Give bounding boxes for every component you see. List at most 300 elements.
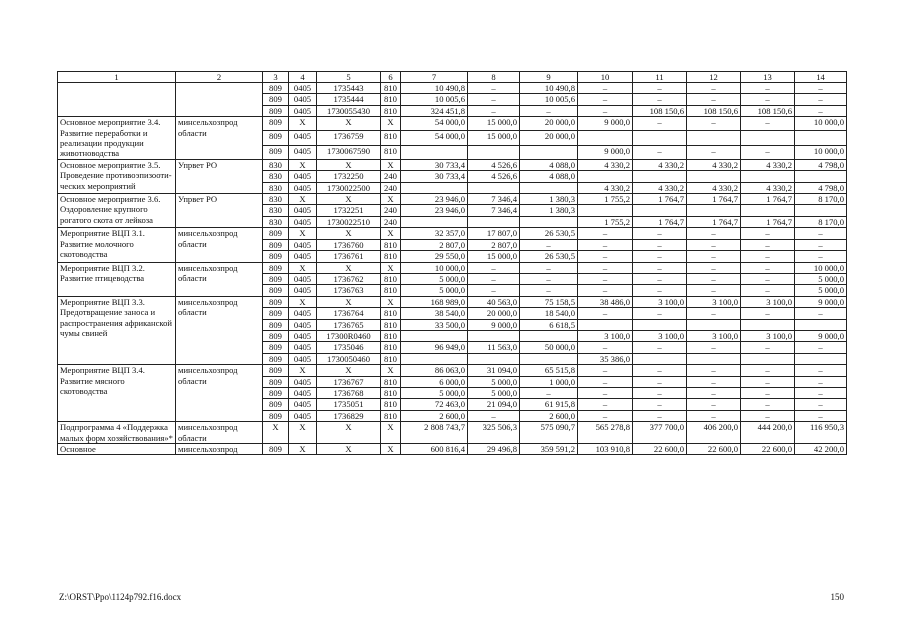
- cell-col-10: –: [578, 83, 633, 94]
- cell-col-9: 26 530,5: [520, 251, 578, 262]
- cell-col-10: –: [578, 228, 633, 239]
- cell-col-13: 3 100,0: [741, 296, 795, 307]
- cell-col-5: 1732251: [317, 205, 381, 216]
- cell-col-11: –: [633, 376, 687, 387]
- cell-col-11: 1 764,7: [633, 216, 687, 227]
- cell-col-7: 86 063,0: [401, 365, 468, 376]
- cell-col-3: 809: [263, 365, 289, 376]
- cell-col-7: 72 463,0: [401, 399, 468, 410]
- cell-col-6: X: [381, 228, 401, 239]
- cell-col-3: 809: [263, 239, 289, 250]
- cell-col-13: [741, 319, 795, 330]
- cell-col-7: 324 451,8: [401, 105, 468, 116]
- cell-col-13: –: [741, 83, 795, 94]
- cell-col-12: 1 764,7: [687, 216, 741, 227]
- executor-name: минсельхозпрод области: [176, 296, 263, 364]
- cell-col-14: –: [795, 105, 847, 116]
- cell-col-11: –: [633, 262, 687, 273]
- cell-col-10: 9 000,0: [578, 117, 633, 131]
- cell-col-13: –: [741, 145, 795, 159]
- cell-col-13: 4 330,2: [741, 182, 795, 193]
- cell-col-5: 1735444: [317, 94, 381, 105]
- cell-col-3: 809: [263, 342, 289, 353]
- cell-col-8: [468, 145, 520, 159]
- cell-col-13: 444 200,0: [741, 422, 795, 444]
- cell-col-11: [633, 171, 687, 182]
- cell-col-10: –: [578, 376, 633, 387]
- cell-col-5: 17300R0460: [317, 330, 381, 341]
- cell-col-6: 240: [381, 171, 401, 182]
- column-header-4: 4: [289, 72, 317, 83]
- cell-col-5: 1735443: [317, 83, 381, 94]
- cell-col-11: –: [633, 308, 687, 319]
- activity-name: Мероприятие ВЦП 3.2. Развитие птицеводства: [58, 262, 176, 296]
- cell-col-7: 32 357,0: [401, 228, 468, 239]
- cell-col-4: 0405: [289, 239, 317, 250]
- cell-col-14: 10 000,0: [795, 262, 847, 273]
- cell-col-6: 810: [381, 94, 401, 105]
- cell-col-9: 75 158,5: [520, 296, 578, 307]
- table-row: [58, 262, 847, 273]
- column-header-8: 8: [468, 72, 520, 83]
- cell-col-11: –: [633, 365, 687, 376]
- cell-col-9: 10 005,6: [520, 94, 578, 105]
- cell-col-8: [468, 330, 520, 341]
- cell-col-10: 1 755,2: [578, 194, 633, 205]
- cell-col-10: –: [578, 285, 633, 296]
- cell-col-7: 23 946,0: [401, 194, 468, 205]
- table-row: [58, 159, 847, 170]
- table-row: [58, 365, 847, 376]
- column-header-11: 11: [633, 72, 687, 83]
- activity-name: Основное мероприятие 3.4. Развитие переработки и реализации продукции животноводства: [58, 117, 176, 160]
- cell-col-5: 1730022500: [317, 182, 381, 193]
- cell-col-9: 61 915,8: [520, 399, 578, 410]
- cell-col-14: [795, 205, 847, 216]
- cell-col-9: 26 530,5: [520, 228, 578, 239]
- cell-col-7: 2 808 743,7: [401, 422, 468, 444]
- cell-col-4: 0405: [289, 171, 317, 182]
- cell-col-4: 0405: [289, 251, 317, 262]
- cell-col-6: 810: [381, 105, 401, 116]
- cell-col-7: 10 490,8: [401, 83, 468, 94]
- cell-col-4: 0405: [289, 83, 317, 94]
- cell-col-6: 810: [381, 342, 401, 353]
- cell-col-10: –: [578, 410, 633, 421]
- cell-col-12: –: [687, 83, 741, 94]
- cell-col-13: –: [741, 262, 795, 273]
- cell-col-3: 830: [263, 205, 289, 216]
- column-header-3: 3: [263, 72, 289, 83]
- cell-col-4: X: [289, 365, 317, 376]
- cell-col-4: 0405: [289, 182, 317, 193]
- cell-col-10: 1 755,2: [578, 216, 633, 227]
- cell-col-12: –: [687, 410, 741, 421]
- cell-col-8: 21 094,0: [468, 399, 520, 410]
- cell-col-12: 4 330,2: [687, 182, 741, 193]
- cell-col-7: 2 807,0: [401, 239, 468, 250]
- cell-col-12: –: [687, 308, 741, 319]
- cell-col-6: 240: [381, 216, 401, 227]
- column-header-1: 1: [58, 72, 176, 83]
- cell-col-14: 10 000,0: [795, 117, 847, 131]
- cell-col-6: 810: [381, 330, 401, 341]
- cell-col-3: 809: [263, 296, 289, 307]
- cell-col-12: 4 330,2: [687, 159, 741, 170]
- column-header-13: 13: [741, 72, 795, 83]
- page-footer: [59, 592, 844, 602]
- table-row: [58, 422, 847, 444]
- cell-col-8: 2 807,0: [468, 239, 520, 250]
- cell-col-12: 108 150,6: [687, 105, 741, 116]
- cell-col-8: 11 563,0: [468, 342, 520, 353]
- cell-col-9: –: [520, 387, 578, 398]
- cell-col-8: 7 346,4: [468, 194, 520, 205]
- cell-col-11: –: [633, 145, 687, 159]
- cell-col-11: –: [633, 410, 687, 421]
- cell-col-14: –: [795, 365, 847, 376]
- cell-col-11: –: [633, 228, 687, 239]
- cell-col-11: –: [633, 251, 687, 262]
- cell-col-7: 96 949,0: [401, 342, 468, 353]
- cell-col-4: 0405: [289, 399, 317, 410]
- cell-col-11: [633, 131, 687, 145]
- executor-name: минсельхозпрод области: [176, 422, 263, 444]
- cell-col-6: 810: [381, 273, 401, 284]
- column-header-5: 5: [317, 72, 381, 83]
- cell-col-5: X: [317, 194, 381, 205]
- activity-name: Основное мероприятие 3.6. Оздоровление крупного рогатого скота от лейкоза: [58, 194, 176, 228]
- cell-col-6: 810: [381, 387, 401, 398]
- cell-col-4: 0405: [289, 131, 317, 145]
- cell-col-13: –: [741, 251, 795, 262]
- cell-col-11: 4 330,2: [633, 159, 687, 170]
- cell-col-12: 1 764,7: [687, 194, 741, 205]
- cell-col-11: [633, 353, 687, 364]
- column-header-9: 9: [520, 72, 578, 83]
- cell-col-10: 38 486,0: [578, 296, 633, 307]
- cell-col-6: 810: [381, 83, 401, 94]
- cell-col-5: 1736761: [317, 251, 381, 262]
- cell-col-7: 29 550,0: [401, 251, 468, 262]
- cell-col-12: 22 600,0: [687, 444, 741, 455]
- cell-col-12: [687, 131, 741, 145]
- cell-col-14: –: [795, 399, 847, 410]
- executor-name: Упрвет РО: [176, 159, 263, 193]
- cell-col-14: 5 000,0: [795, 285, 847, 296]
- cell-col-3: 809: [263, 145, 289, 159]
- activity-name: Подпрограмма 4 «Поддержка малых форм хозяйствования»*: [58, 422, 176, 444]
- cell-col-13: –: [741, 239, 795, 250]
- cell-col-11: –: [633, 117, 687, 131]
- cell-col-3: X: [263, 422, 289, 444]
- cell-col-13: –: [741, 228, 795, 239]
- cell-col-9: 65 515,8: [520, 365, 578, 376]
- cell-col-8: –: [468, 105, 520, 116]
- cell-col-10: 103 910,8: [578, 444, 633, 455]
- cell-col-12: 3 100,0: [687, 330, 741, 341]
- cell-col-14: 10 000,0: [795, 145, 847, 159]
- cell-col-6: 810: [381, 145, 401, 159]
- cell-col-7: [401, 353, 468, 364]
- cell-col-4: X: [289, 262, 317, 273]
- cell-col-5: X: [317, 159, 381, 170]
- cell-col-14: 9 000,0: [795, 330, 847, 341]
- cell-col-13: 22 600,0: [741, 444, 795, 455]
- cell-col-7: 5 000,0: [401, 273, 468, 284]
- cell-col-4: 0405: [289, 387, 317, 398]
- cell-col-10: –: [578, 251, 633, 262]
- cell-col-3: 830: [263, 159, 289, 170]
- cell-col-12: –: [687, 376, 741, 387]
- column-header-10: 10: [578, 72, 633, 83]
- activity-name: Основное мероприятие 3.5. Проведение противоэпизооти-ческих мероприятий: [58, 159, 176, 193]
- cell-col-7: 30 733,4: [401, 159, 468, 170]
- executor-name: минсельхозпрод области: [176, 117, 263, 160]
- cell-col-13: –: [741, 399, 795, 410]
- cell-col-6: 810: [381, 285, 401, 296]
- cell-col-13: 3 100,0: [741, 330, 795, 341]
- cell-col-10: –: [578, 273, 633, 284]
- cell-col-5: X: [317, 444, 381, 455]
- cell-col-12: –: [687, 342, 741, 353]
- column-header-2: 2: [176, 72, 263, 83]
- cell-col-3: 809: [263, 273, 289, 284]
- cell-col-9: [520, 145, 578, 159]
- cell-col-7: [401, 216, 468, 227]
- cell-col-14: –: [795, 94, 847, 105]
- cell-col-9: 1 380,3: [520, 194, 578, 205]
- cell-col-5: X: [317, 365, 381, 376]
- cell-col-4: X: [289, 117, 317, 131]
- cell-col-10: [578, 319, 633, 330]
- cell-col-13: 1 764,7: [741, 216, 795, 227]
- cell-col-6: 810: [381, 131, 401, 145]
- cell-col-3: 809: [263, 94, 289, 105]
- cell-col-10: –: [578, 365, 633, 376]
- cell-col-5: 1736829: [317, 410, 381, 421]
- cell-col-12: –: [687, 239, 741, 250]
- cell-col-9: –: [520, 239, 578, 250]
- cell-col-10: [578, 205, 633, 216]
- cell-col-4: 0405: [289, 105, 317, 116]
- cell-col-12: 406 200,0: [687, 422, 741, 444]
- cell-col-11: 22 600,0: [633, 444, 687, 455]
- cell-col-13: –: [741, 308, 795, 319]
- cell-col-3: 830: [263, 194, 289, 205]
- cell-col-12: 3 100,0: [687, 296, 741, 307]
- cell-col-4: 0405: [289, 273, 317, 284]
- table-body: [58, 83, 847, 455]
- cell-col-11: [633, 319, 687, 330]
- cell-col-13: –: [741, 365, 795, 376]
- cell-col-4: 0405: [289, 376, 317, 387]
- cell-col-10: –: [578, 94, 633, 105]
- cell-col-9: 20 000,0: [520, 117, 578, 131]
- cell-col-14: 8 170,0: [795, 216, 847, 227]
- cell-col-8: 5 000,0: [468, 387, 520, 398]
- cell-col-4: 0405: [289, 285, 317, 296]
- cell-col-14: [795, 131, 847, 145]
- table-row: [58, 228, 847, 239]
- cell-col-3: 809: [263, 262, 289, 273]
- cell-col-10: 565 278,8: [578, 422, 633, 444]
- activity-name: [58, 83, 176, 117]
- budget-table-container: [57, 71, 846, 455]
- cell-col-13: 108 150,6: [741, 105, 795, 116]
- cell-col-12: –: [687, 228, 741, 239]
- activity-name: Мероприятие ВЦП 3.3. Предотвращение заноса и распространения африканской чумы свиней: [58, 296, 176, 364]
- cell-col-11: –: [633, 273, 687, 284]
- cell-col-10: –: [578, 387, 633, 398]
- cell-col-14: 4 798,0: [795, 159, 847, 170]
- cell-col-5: 1730050460: [317, 353, 381, 364]
- cell-col-8: 31 094,0: [468, 365, 520, 376]
- executor-name: минсельхозпрод области: [176, 365, 263, 422]
- cell-col-14: 42 200,0: [795, 444, 847, 455]
- cell-col-13: [741, 131, 795, 145]
- cell-col-13: [741, 353, 795, 364]
- cell-col-9: 4 088,0: [520, 171, 578, 182]
- table-row: [58, 117, 847, 131]
- cell-col-13: –: [741, 342, 795, 353]
- cell-col-6: X: [381, 444, 401, 455]
- cell-col-6: X: [381, 194, 401, 205]
- cell-col-3: 809: [263, 399, 289, 410]
- cell-col-5: 1730067590: [317, 145, 381, 159]
- cell-col-9: 4 088,0: [520, 159, 578, 170]
- cell-col-7: [401, 145, 468, 159]
- cell-col-9: 1 000,0: [520, 376, 578, 387]
- cell-col-10: [578, 171, 633, 182]
- activity-name: Мероприятие ВЦП 3.4. Развитие мясного скотоводства: [58, 365, 176, 422]
- table-row: [58, 83, 847, 94]
- cell-col-9: 18 540,0: [520, 308, 578, 319]
- cell-col-14: –: [795, 387, 847, 398]
- cell-col-3: 809: [263, 285, 289, 296]
- cell-col-3: 809: [263, 319, 289, 330]
- cell-col-12: –: [687, 117, 741, 131]
- cell-col-12: –: [687, 399, 741, 410]
- column-header-6: 6: [381, 72, 401, 83]
- cell-col-5: X: [317, 228, 381, 239]
- cell-col-3: 809: [263, 387, 289, 398]
- cell-col-3: 809: [263, 131, 289, 145]
- cell-col-11: 377 700,0: [633, 422, 687, 444]
- activity-name: Основное: [58, 444, 176, 455]
- cell-col-13: –: [741, 94, 795, 105]
- cell-col-7: 2 600,0: [401, 410, 468, 421]
- cell-col-8: 40 563,0: [468, 296, 520, 307]
- cell-col-13: 1 764,7: [741, 194, 795, 205]
- cell-col-5: 1730055430: [317, 105, 381, 116]
- cell-col-6: 240: [381, 182, 401, 193]
- cell-col-7: 6 000,0: [401, 376, 468, 387]
- cell-col-5: 1736762: [317, 273, 381, 284]
- cell-col-9: [520, 353, 578, 364]
- cell-col-11: –: [633, 285, 687, 296]
- cell-col-4: X: [289, 194, 317, 205]
- cell-col-6: 240: [381, 205, 401, 216]
- cell-col-7: 600 816,4: [401, 444, 468, 455]
- cell-col-5: 1730022510: [317, 216, 381, 227]
- executor-name: минсельхозпрод: [176, 444, 263, 455]
- cell-col-5: X: [317, 117, 381, 131]
- table-row: [58, 194, 847, 205]
- cell-col-12: [687, 171, 741, 182]
- cell-col-7: 5 000,0: [401, 387, 468, 398]
- cell-col-3: 830: [263, 182, 289, 193]
- cell-col-3: 809: [263, 308, 289, 319]
- column-header-12: 12: [687, 72, 741, 83]
- cell-col-11: [633, 205, 687, 216]
- cell-col-13: 4 330,2: [741, 159, 795, 170]
- cell-col-5: X: [317, 296, 381, 307]
- cell-col-14: 8 170,0: [795, 194, 847, 205]
- cell-col-10: 4 330,2: [578, 159, 633, 170]
- table-row: [58, 444, 847, 455]
- cell-col-8: 9 000,0: [468, 319, 520, 330]
- cell-col-6: X: [381, 159, 401, 170]
- cell-col-4: 0405: [289, 216, 317, 227]
- cell-col-6: X: [381, 296, 401, 307]
- cell-col-10: –: [578, 105, 633, 116]
- cell-col-8: –: [468, 262, 520, 273]
- cell-col-4: 0405: [289, 353, 317, 364]
- cell-col-11: 1 764,7: [633, 194, 687, 205]
- cell-col-8: 17 807,0: [468, 228, 520, 239]
- cell-col-9: 575 090,7: [520, 422, 578, 444]
- cell-col-12: –: [687, 145, 741, 159]
- cell-col-10: [578, 131, 633, 145]
- cell-col-9: 2 600,0: [520, 410, 578, 421]
- cell-col-11: 108 150,6: [633, 105, 687, 116]
- cell-col-6: 810: [381, 319, 401, 330]
- cell-col-11: –: [633, 239, 687, 250]
- header-row: [58, 72, 847, 83]
- cell-col-7: 5 000,0: [401, 285, 468, 296]
- cell-col-6: 810: [381, 410, 401, 421]
- cell-col-6: X: [381, 117, 401, 131]
- executor-name: минсельхозпрод области: [176, 262, 263, 296]
- cell-col-6: 810: [381, 308, 401, 319]
- cell-col-14: 4 798,0: [795, 182, 847, 193]
- cell-col-4: X: [289, 228, 317, 239]
- cell-col-11: –: [633, 94, 687, 105]
- cell-col-9: –: [520, 105, 578, 116]
- cell-col-4: 0405: [289, 205, 317, 216]
- cell-col-11: –: [633, 83, 687, 94]
- cell-col-3: 809: [263, 83, 289, 94]
- cell-col-5: 1736759: [317, 131, 381, 145]
- cell-col-4: X: [289, 444, 317, 455]
- cell-col-8: 15 000,0: [468, 251, 520, 262]
- cell-col-3: 809: [263, 228, 289, 239]
- cell-col-4: 0405: [289, 330, 317, 341]
- cell-col-14: –: [795, 251, 847, 262]
- cell-col-8: [468, 353, 520, 364]
- cell-col-6: 810: [381, 353, 401, 364]
- cell-col-9: –: [520, 273, 578, 284]
- cell-col-8: –: [468, 285, 520, 296]
- cell-col-12: [687, 353, 741, 364]
- cell-col-11: –: [633, 399, 687, 410]
- cell-col-14: –: [795, 376, 847, 387]
- cell-col-3: 809: [263, 410, 289, 421]
- cell-col-11: –: [633, 387, 687, 398]
- table-row: [58, 296, 847, 307]
- cell-col-10: 9 000,0: [578, 145, 633, 159]
